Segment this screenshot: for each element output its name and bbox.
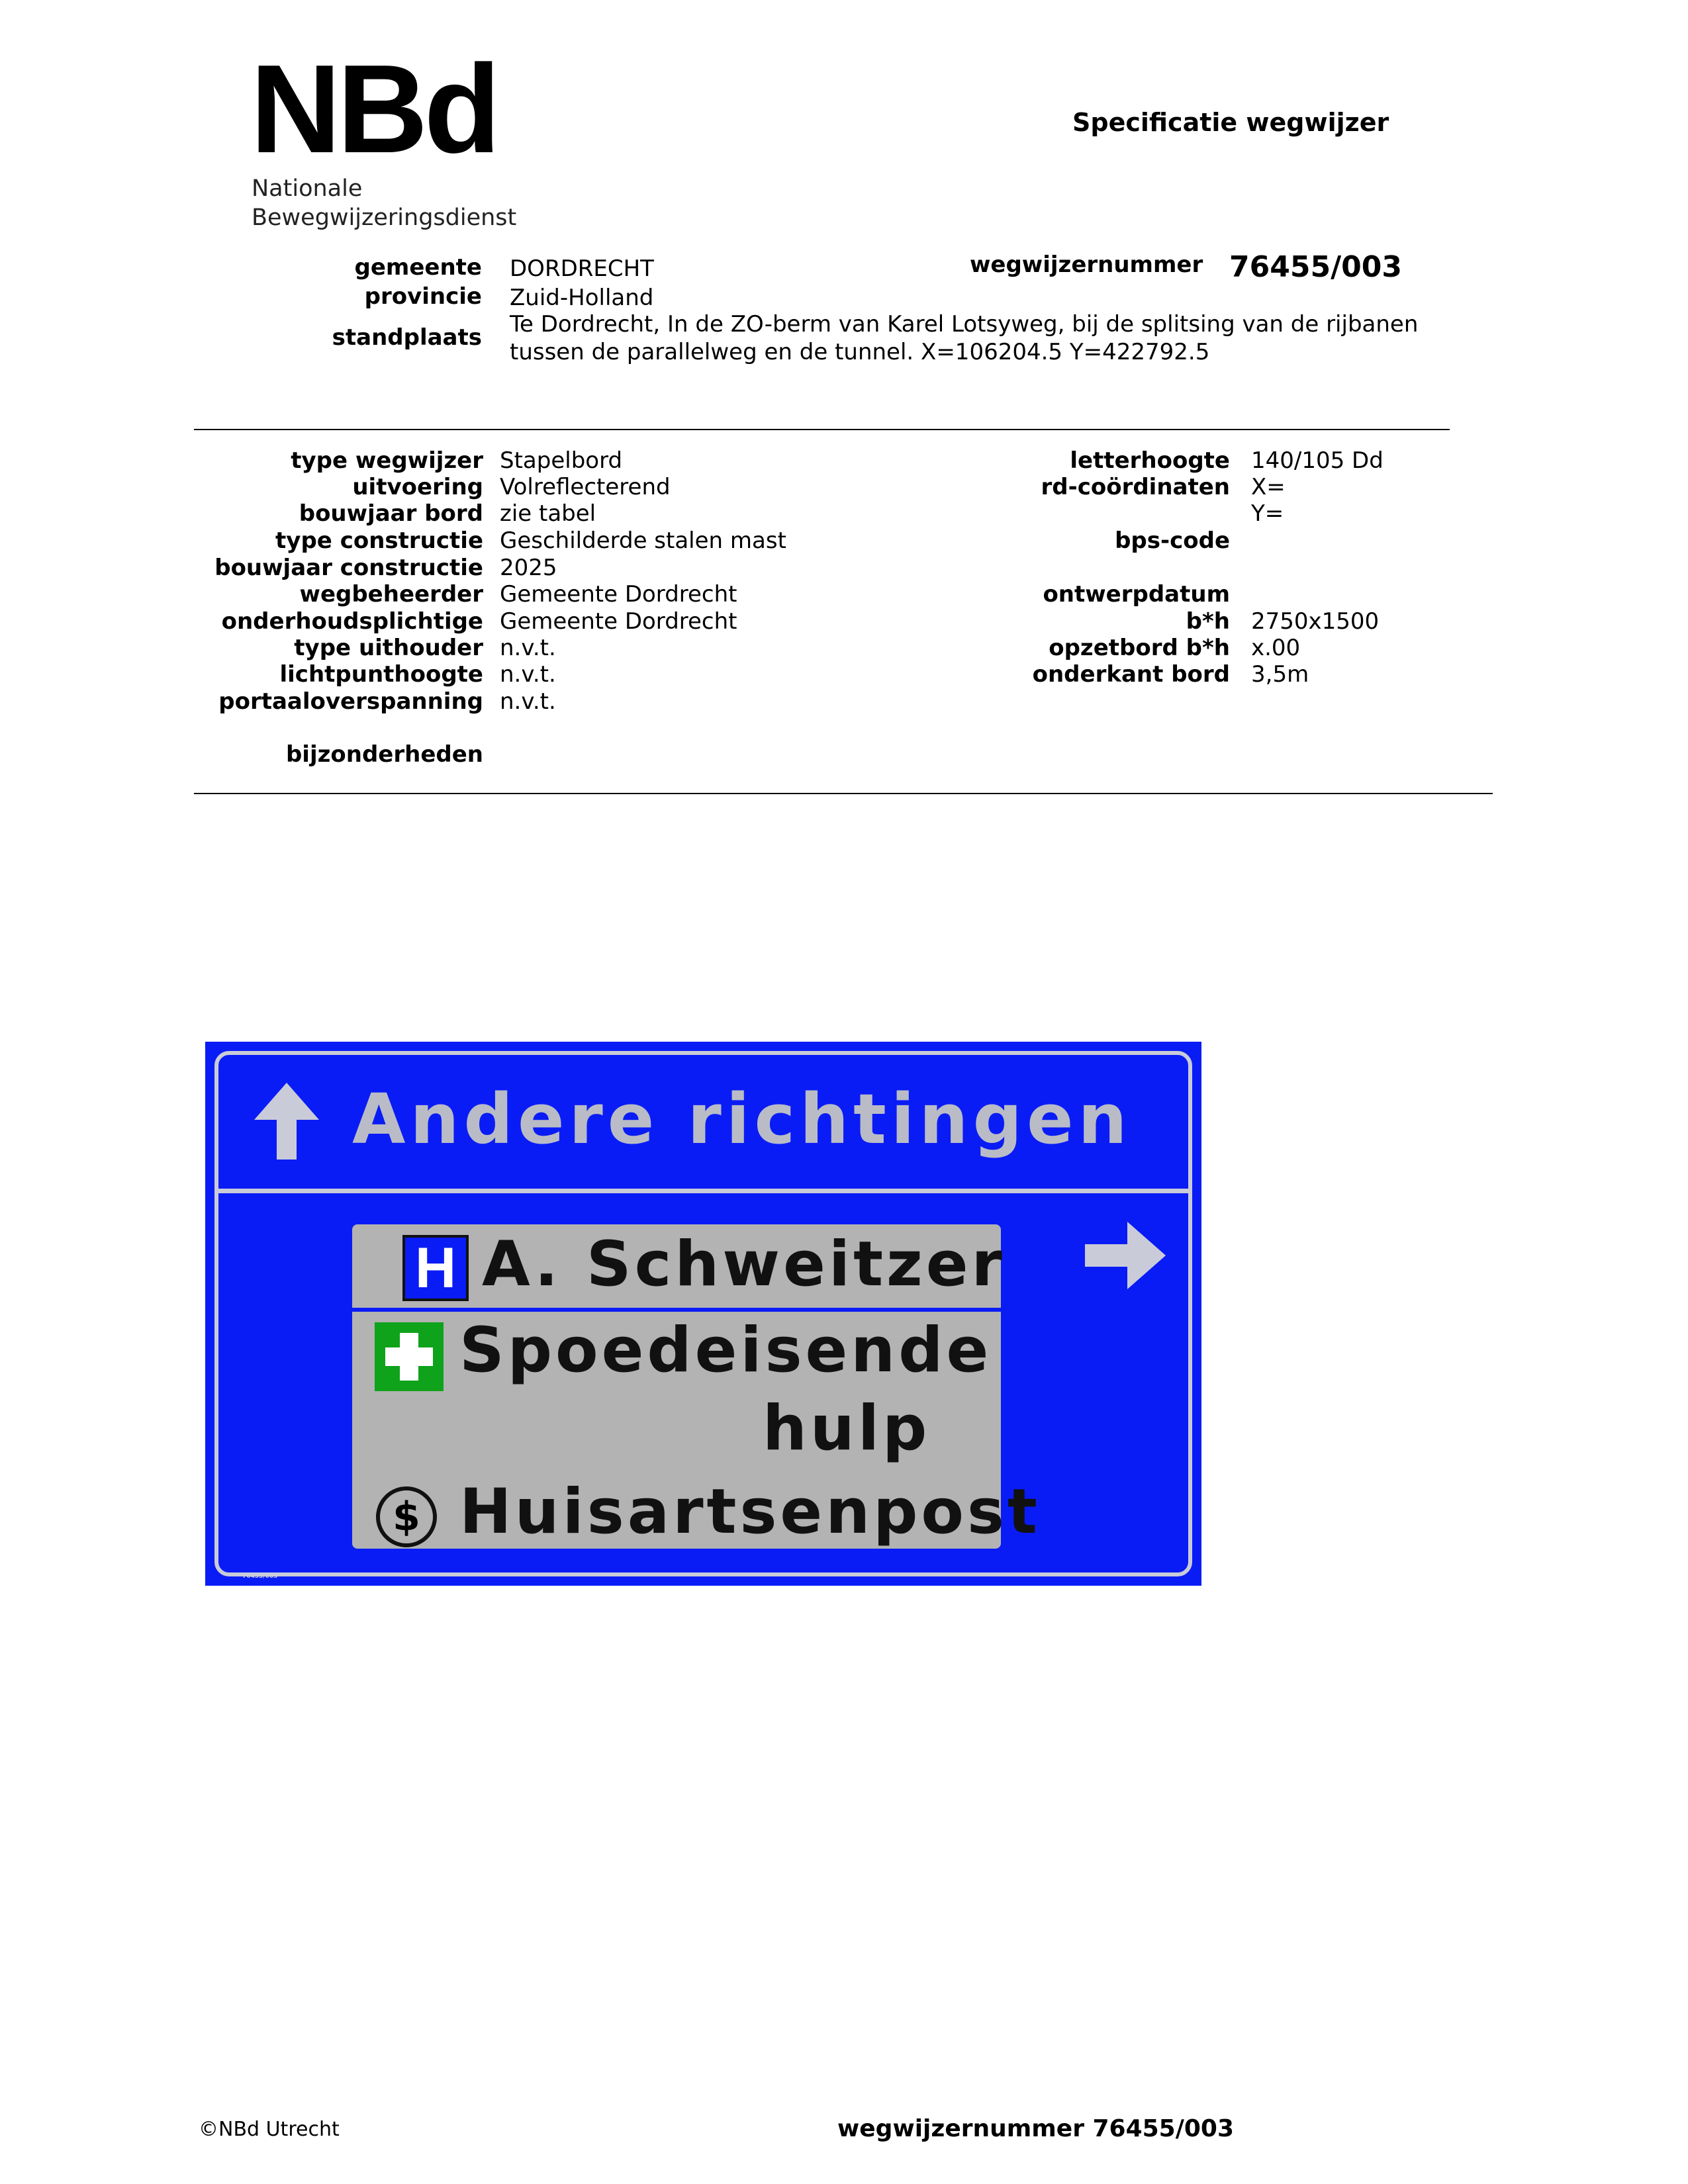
wegwijzernummer-label: wegwijzernummer xyxy=(970,251,1203,278)
spec-value: 2025 xyxy=(500,555,557,581)
arrow-up-icon xyxy=(250,1081,323,1161)
spec-label: opzetbord b*h xyxy=(1049,635,1230,661)
spec-value: Stapelbord xyxy=(500,447,623,474)
spec-label: type wegwijzer xyxy=(291,447,483,474)
spec-label: bps-code xyxy=(1115,527,1230,554)
spec-value: x.00 xyxy=(1251,635,1301,661)
arrow-right-icon xyxy=(1082,1219,1168,1292)
spec-value: n.v.t. xyxy=(500,688,556,715)
standplaats-line-2: tussen de parallelweg en de tunnel. X=106204.5 Y=422792.5 xyxy=(510,339,1210,365)
panel-separator xyxy=(352,1308,1001,1312)
standplaats-line-1: Te Dordrecht, In de ZO-berm van Karel Lotsyweg, bij de splitsing van de rijbanen xyxy=(510,311,1419,338)
destination-1: A. Schweitzer xyxy=(482,1228,1006,1300)
spec-value: 3,5m xyxy=(1251,661,1309,688)
sign-id: 76455/003 xyxy=(242,1573,278,1580)
spec-label: bijzonderheden xyxy=(285,741,483,768)
spec-value: Gemeente Dordrecht xyxy=(500,581,737,608)
spec-value: zie tabel xyxy=(500,500,596,527)
spec-value: Volreflecterend xyxy=(500,474,671,500)
spec-label: type uithouder xyxy=(294,635,483,661)
spec-label: bouwjaar bord xyxy=(299,500,483,527)
spec-label: wegbeheerder xyxy=(299,581,483,608)
divider-top xyxy=(194,429,1450,430)
spec-label: rd-coördinaten xyxy=(1041,474,1230,500)
destination-3: Huisartsenpost xyxy=(459,1476,1041,1548)
spec-value: Gemeente Dordrecht xyxy=(500,608,737,635)
spec-label: letterhoogte xyxy=(1070,447,1230,474)
spec-label: b*h xyxy=(1186,608,1230,635)
hospital-icon: H xyxy=(402,1235,469,1301)
destination-panel xyxy=(352,1224,1041,1549)
destination-2-line-2: hulp xyxy=(763,1392,931,1465)
spec-value: X= xyxy=(1251,474,1286,500)
road-sign xyxy=(205,1042,1201,1586)
spec-label: bouwjaar constructie xyxy=(214,555,483,581)
spec-value: Y= xyxy=(1251,500,1284,527)
logo-line-1: Nationale xyxy=(252,175,363,202)
spec-label: ontwerpdatum xyxy=(1043,581,1230,608)
standplaats-label: standplaats xyxy=(332,324,482,351)
first-aid-cross-icon xyxy=(375,1322,444,1391)
gemeente-label: gemeente xyxy=(354,254,482,281)
spec-label: onderhoudsplichtige xyxy=(221,608,483,635)
spec-label: portaaloverspanning xyxy=(218,688,483,715)
provincie-label: provincie xyxy=(364,283,482,310)
page-title: Specificatie wegwijzer xyxy=(1072,108,1389,137)
sign-divider xyxy=(214,1189,1192,1193)
sign-top-text: Andere richtingen xyxy=(352,1079,1132,1160)
spec-value: 2750x1500 xyxy=(1251,608,1380,635)
footer-number: wegwijzernummer 76455/003 xyxy=(837,2115,1235,2142)
spec-value: 140/105 Dd xyxy=(1251,447,1383,474)
nbd-logo: NBd xyxy=(250,39,497,179)
wegwijzernummer-value: 76455/003 xyxy=(1229,250,1402,284)
destination-2-line-1: Spoedeisende xyxy=(459,1314,992,1387)
gemeente-value: DORDRECHT xyxy=(510,255,654,282)
spec-label: type constructie xyxy=(275,527,483,554)
footer-copyright: ©NBd Utrecht xyxy=(199,2118,340,2141)
spec-label: onderkant bord xyxy=(1032,661,1230,688)
spec-value: n.v.t. xyxy=(500,635,556,661)
spec-label: uitvoering xyxy=(352,474,483,500)
logo-line-2: Bewegwijzeringsdienst xyxy=(252,205,517,231)
huisartsenpost-icon: $ xyxy=(376,1486,437,1547)
provincie-value: Zuid-Holland xyxy=(510,285,654,311)
divider-bottom xyxy=(194,793,1493,794)
spec-value: n.v.t. xyxy=(500,661,556,688)
spec-value: Geschilderde stalen mast xyxy=(500,527,786,554)
spec-label: lichtpunthoogte xyxy=(279,661,483,688)
